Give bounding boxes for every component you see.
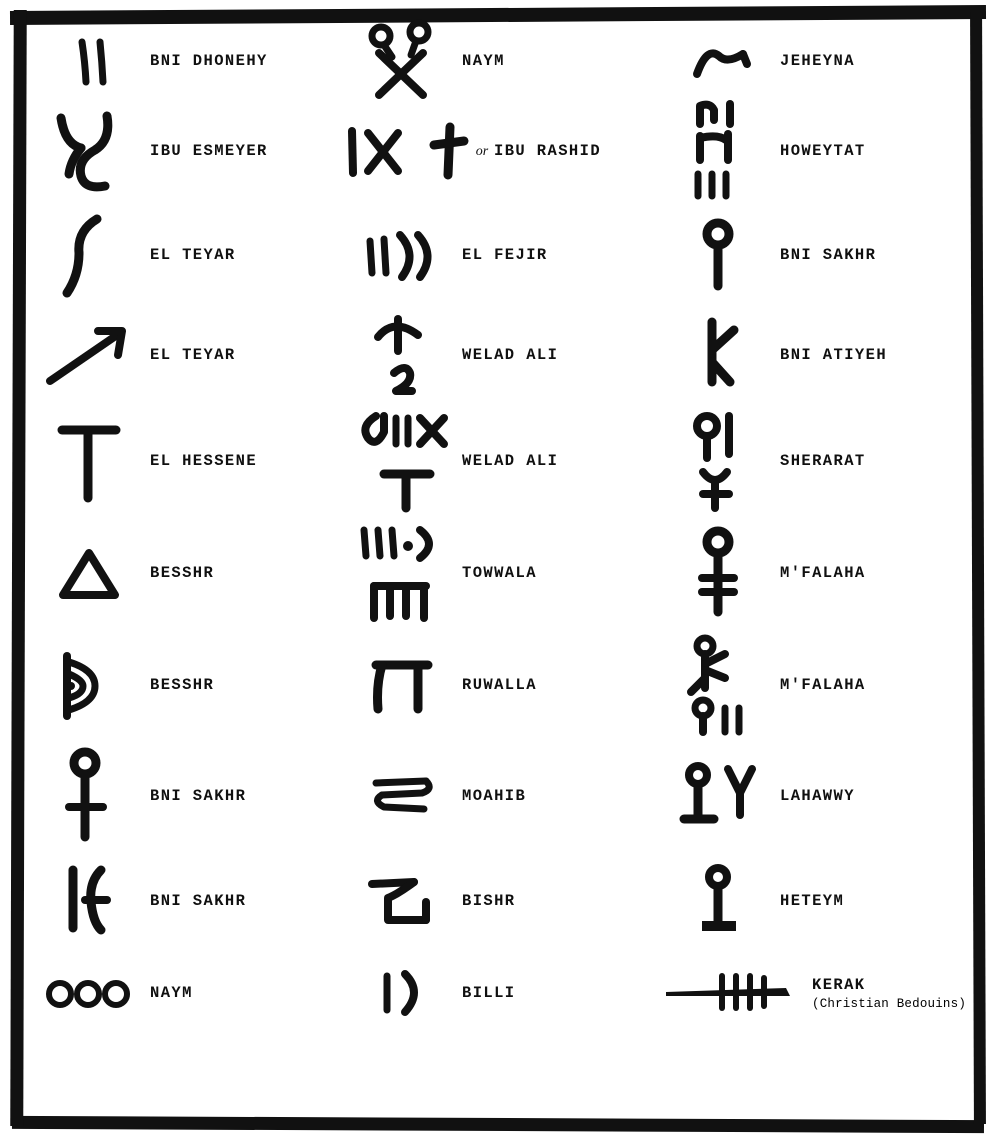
barbed-line-mark bbox=[660, 968, 812, 1020]
tribe-label: BESSHR bbox=[150, 564, 215, 583]
mark-entry bbox=[342, 518, 660, 630]
two-vertical-strokes-mark bbox=[30, 32, 150, 92]
tribe-label: IBU ESMEYER bbox=[150, 142, 268, 161]
tribe-label: EL FEJIR bbox=[462, 246, 548, 265]
nested-arcs-mark bbox=[30, 648, 150, 724]
circle-on-crossed-stem-mark bbox=[660, 526, 780, 622]
table-row bbox=[30, 852, 970, 952]
tribe-label: BNI SAKHR bbox=[150, 787, 247, 806]
bent-leg-mark bbox=[660, 316, 780, 396]
tribe-label: WELAD ALI bbox=[462, 452, 559, 471]
table-row bbox=[30, 406, 970, 518]
mark-entry bbox=[660, 518, 970, 630]
stroke-x-or-cross-mark bbox=[342, 121, 494, 183]
tribe-label: IBU RASHID bbox=[494, 142, 602, 161]
hook-strokes-x-over-tau-mark bbox=[342, 410, 462, 514]
mark-entry bbox=[342, 98, 660, 206]
x-with-two-loops-mark bbox=[342, 19, 462, 105]
mark-entry bbox=[660, 742, 970, 852]
mark-entry bbox=[660, 306, 970, 406]
mark-entry bbox=[30, 742, 342, 852]
tribe-label: EL HESSENE bbox=[150, 452, 258, 471]
mark-entry bbox=[30, 98, 342, 206]
trident-over-hook-mark bbox=[342, 311, 462, 401]
tribe-label: HOWEYTAT bbox=[780, 142, 866, 161]
or-connector: or bbox=[475, 144, 489, 159]
strokes-dot-arc-over-comb-mark bbox=[342, 522, 462, 626]
tribe-label: RUWALLA bbox=[462, 676, 537, 695]
pi-mark bbox=[342, 651, 462, 721]
flat-spiral-mark bbox=[342, 769, 462, 825]
tribe-label: NAYM bbox=[150, 984, 193, 1003]
table-row bbox=[30, 26, 970, 98]
plate-border-right bbox=[970, 12, 986, 1124]
tribe-label-group bbox=[812, 977, 966, 1011]
two-strokes-two-arcs-mark bbox=[342, 225, 462, 287]
stick-figure-over-circle-strokes-mark bbox=[660, 634, 780, 738]
three-circles-mark bbox=[30, 974, 150, 1014]
triangle-mark bbox=[30, 543, 150, 605]
tribe-label: BNI SAKHR bbox=[780, 246, 877, 265]
tribe-label: LAHAWWY bbox=[780, 787, 855, 806]
mark-entry bbox=[342, 742, 660, 852]
tribe-label: TOWWALA bbox=[462, 564, 537, 583]
arrow-mark bbox=[30, 321, 150, 391]
tribe-sublabel: (Christian Bedouins) bbox=[812, 996, 967, 1011]
plate-border-left bbox=[10, 10, 27, 1126]
tribe-label: EL TEYAR bbox=[150, 346, 236, 365]
mark-entry bbox=[30, 26, 342, 98]
tribe-label: EL TEYAR bbox=[150, 246, 236, 265]
table-row bbox=[30, 952, 970, 1036]
angular-hook-mark bbox=[342, 868, 462, 936]
mark-entry bbox=[30, 630, 342, 742]
double-crescent-mark bbox=[30, 104, 150, 200]
table-row bbox=[30, 306, 970, 406]
tribe-label: WELAD ALI bbox=[462, 346, 559, 365]
stacked-bracket-strokes-mark bbox=[660, 102, 780, 202]
loop-stem-and-y-mark bbox=[660, 757, 780, 837]
tribe-label: SHERARAT bbox=[780, 452, 866, 471]
table-row bbox=[30, 206, 970, 306]
mark-entry bbox=[30, 306, 342, 406]
tribe-label: HETEYM bbox=[780, 892, 845, 911]
mark-entry bbox=[660, 98, 970, 206]
bird-hook-mark bbox=[660, 34, 780, 90]
mark-entry bbox=[342, 952, 660, 1036]
mark-entry bbox=[30, 952, 342, 1036]
tribe-label: BNI DHONEHY bbox=[150, 52, 268, 71]
tribe-label: BNI SAKHR bbox=[150, 892, 247, 911]
mark-entry bbox=[660, 630, 970, 742]
mark-entry bbox=[342, 852, 660, 952]
mark-entry bbox=[342, 26, 660, 98]
tribe-label: MOAHIB bbox=[462, 787, 527, 806]
table-row bbox=[30, 98, 970, 206]
circle-on-crossed-stem-tall-mark bbox=[30, 749, 150, 845]
circle-stroke-over-fork-mark bbox=[660, 410, 780, 514]
mark-entry bbox=[30, 518, 342, 630]
tribe-label: JEHEYNA bbox=[780, 52, 855, 71]
tribe-label: M'FALAHA bbox=[780, 564, 866, 583]
mark-entry bbox=[342, 306, 660, 406]
mark-entry bbox=[660, 206, 970, 306]
tribe-label: BNI ATIYEH bbox=[780, 346, 888, 365]
tribe-label: BILLI bbox=[462, 984, 516, 1003]
mark-entry bbox=[342, 630, 660, 742]
tribe-label: BESSHR bbox=[150, 676, 215, 695]
circle-on-base-mark bbox=[660, 863, 780, 941]
plate-border-bottom bbox=[12, 1116, 984, 1133]
mark-entry bbox=[660, 406, 970, 518]
mark-entry bbox=[30, 852, 342, 952]
tribe-label: BISHR bbox=[462, 892, 516, 911]
mark-entry bbox=[342, 406, 660, 518]
mark-entry bbox=[660, 852, 970, 952]
mark-entry bbox=[660, 26, 970, 98]
table-row bbox=[30, 742, 970, 852]
circle-on-stem-mark bbox=[660, 216, 780, 296]
curved-hook-mark bbox=[30, 213, 150, 299]
mark-entry bbox=[342, 206, 660, 306]
stroke-and-hook-mark bbox=[30, 862, 150, 942]
mark-entry bbox=[30, 206, 342, 306]
marks-table bbox=[30, 26, 970, 1112]
tribe-label: M'FALAHA bbox=[780, 676, 866, 695]
stroke-and-arc-mark bbox=[342, 968, 462, 1020]
mark-entry bbox=[660, 952, 970, 1036]
tau-mark bbox=[30, 418, 150, 506]
table-row bbox=[30, 630, 970, 742]
plate-border-top bbox=[10, 5, 986, 25]
tribe-label: KERAK bbox=[812, 976, 866, 995]
table-row bbox=[30, 518, 970, 630]
mark-entry bbox=[30, 406, 342, 518]
tribe-label: NAYM bbox=[462, 52, 505, 71]
